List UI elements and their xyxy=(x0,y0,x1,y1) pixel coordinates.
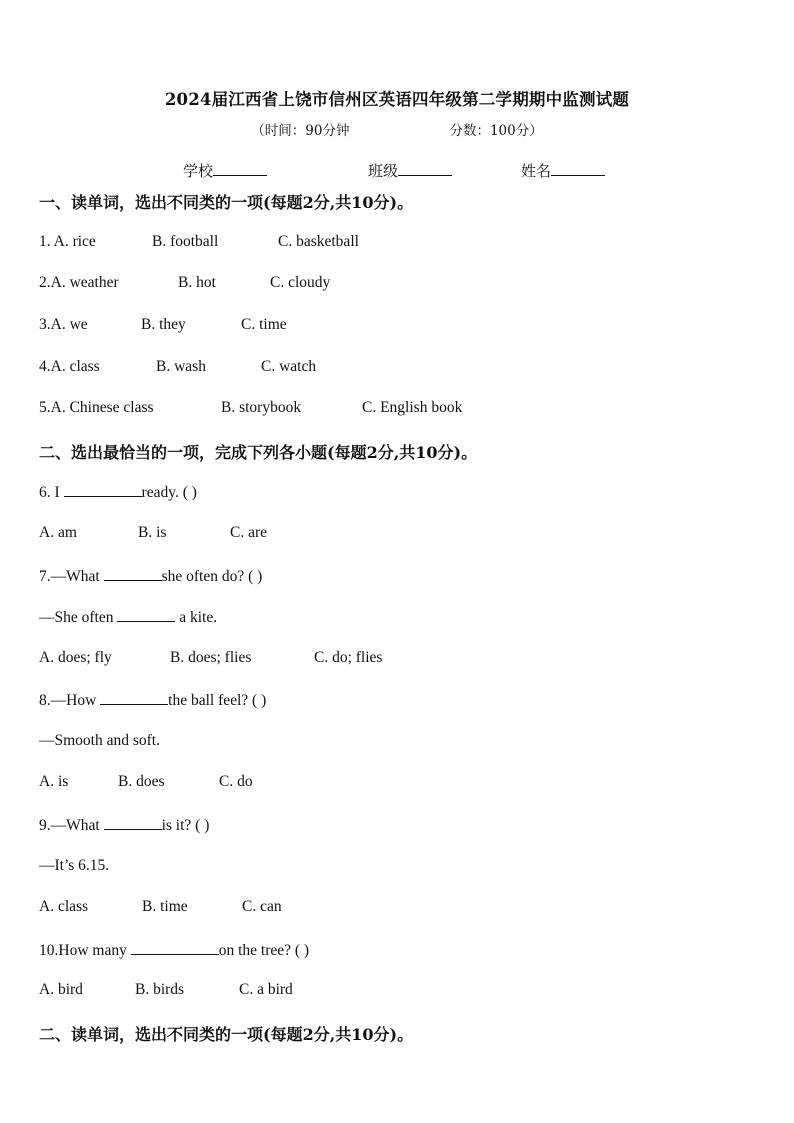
q7-option-b: B. does; flies xyxy=(170,649,252,666)
class-blank[interactable] xyxy=(398,161,452,176)
q9-option-c: C. can xyxy=(242,898,282,915)
section-heading-2: 二、选出最恰当的一项，完成下列各小题(每题2分,共10分)。 xyxy=(39,443,478,462)
q1-option-a: 1. A. rice xyxy=(39,233,96,250)
school-blank[interactable] xyxy=(213,161,267,176)
q5-option-a: 5.A. Chinese class xyxy=(39,399,154,416)
q8-option-c: C. do xyxy=(219,773,253,790)
q10-options xyxy=(39,981,293,999)
q8-option-b: B. does xyxy=(118,773,165,790)
class-label: 班级 xyxy=(368,162,399,180)
total-score: 分数：100分） xyxy=(449,123,543,139)
page-title: 2024届江西省上饶市信州区英语四年级第二学期期中监测试题 xyxy=(164,90,630,109)
section-heading-3: 二、读单词，选出不同类的一项(每题2分,共10分)。 xyxy=(39,1025,414,1044)
q7-blank-1[interactable] xyxy=(104,566,162,581)
q3-option-c: C. time xyxy=(241,316,287,333)
q9-stem-start: 9.—What xyxy=(39,817,104,834)
q7-option-c: C. do; flies xyxy=(314,649,383,666)
q10-option-a: A. bird xyxy=(39,981,83,998)
q9-options xyxy=(39,898,282,916)
school-field[interactable] xyxy=(183,160,267,181)
q2-option-c: C. cloudy xyxy=(270,274,331,291)
time-limit: （时间：90分钟 xyxy=(251,123,350,139)
q6-blank[interactable] xyxy=(64,482,142,497)
q3-option-b: B. they xyxy=(141,316,186,333)
q6-stem-end: ready. ( ) xyxy=(141,484,197,501)
q1-option-b: B. football xyxy=(152,233,219,250)
q7-blank-2[interactable] xyxy=(117,607,175,622)
q8-blank[interactable] xyxy=(100,690,168,705)
name-field[interactable] xyxy=(521,160,605,181)
q6-options xyxy=(39,524,267,542)
question-4 xyxy=(39,358,316,376)
class-field[interactable] xyxy=(368,160,452,181)
question-1 xyxy=(39,233,359,251)
q8-stem-end: the ball feel? ( ) xyxy=(168,692,267,709)
q9-blank[interactable] xyxy=(104,815,162,830)
q7-stem-start: 7.—What xyxy=(39,568,104,585)
q10-stem-end: on the tree? ( ) xyxy=(218,942,310,959)
q8-option-a: A. is xyxy=(39,773,69,790)
q4-option-b: B. wash xyxy=(156,358,206,375)
q10-blank[interactable] xyxy=(131,940,219,955)
q10-option-b: B. birds xyxy=(135,981,185,998)
exam-meta xyxy=(0,119,794,139)
q7-options xyxy=(39,649,382,667)
q7-line2-start: —She often xyxy=(39,609,118,626)
question-8 xyxy=(39,690,266,710)
q9-option-b: B. time xyxy=(142,898,188,915)
q6-option-b: B. is xyxy=(138,524,167,541)
q8-options xyxy=(39,773,253,791)
question-10 xyxy=(39,940,309,960)
q4-option-c: C. watch xyxy=(261,358,317,375)
q2-option-b: B. hot xyxy=(178,274,216,291)
q3-option-a: 3.A. we xyxy=(39,316,88,333)
question-6 xyxy=(39,482,197,502)
q8-answer-line: —Smooth and soft. xyxy=(39,732,160,749)
q9-answer-line: —It’s 6.15. xyxy=(39,857,110,874)
question-3 xyxy=(39,316,287,334)
q8-stem-start: 8.—How xyxy=(39,692,101,709)
q6-stem-start: 6. I xyxy=(39,484,64,501)
name-blank[interactable] xyxy=(551,161,605,176)
question-2 xyxy=(39,274,330,292)
q7-stem-end: she often do? ( ) xyxy=(161,568,263,585)
q9-option-a: A. class xyxy=(39,898,89,915)
q5-option-b: B. storybook xyxy=(221,399,302,416)
section-heading-1: 一、读单词，选出不同类的一项(每题2分,共10分)。 xyxy=(39,193,414,212)
q10-stem-start: 10.How many xyxy=(39,942,131,959)
q10-option-c: C. a bird xyxy=(239,981,293,998)
q2-option-a: 2.A. weather xyxy=(39,274,119,291)
q1-option-c: C. basketball xyxy=(278,233,359,250)
school-label: 学校 xyxy=(183,162,214,180)
question-7 xyxy=(39,566,262,586)
q6-option-c: C. are xyxy=(230,524,268,541)
q4-option-a: 4.A. class xyxy=(39,358,100,375)
question-5 xyxy=(39,399,462,417)
q9-stem-end: is it? ( ) xyxy=(161,817,210,834)
q7-line2-end: a kite. xyxy=(175,609,218,626)
q7-answer-line xyxy=(39,607,217,627)
name-label: 姓名 xyxy=(521,162,552,180)
q5-option-c: C. English book xyxy=(362,399,463,416)
question-9 xyxy=(39,815,209,835)
q7-option-a: A. does; fly xyxy=(39,649,112,666)
q6-option-a: A. am xyxy=(39,524,77,541)
